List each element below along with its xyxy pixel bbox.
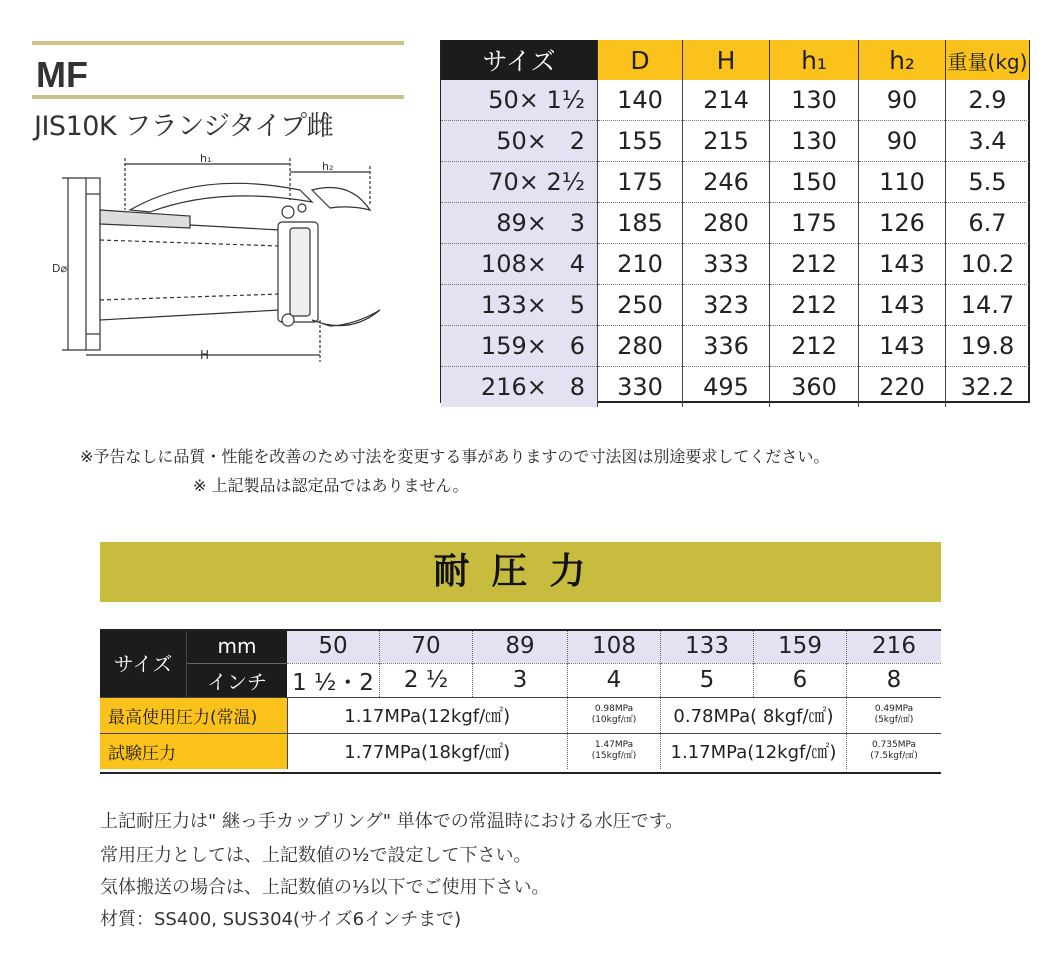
- col-header-weight: 重量(kg): [946, 40, 1030, 80]
- max-pressure-108-kgf: (10kgf/㎠): [591, 715, 637, 725]
- max-pressure-label: 最高使用圧力(常温): [100, 697, 287, 733]
- cell-h: 280: [683, 203, 770, 244]
- cell-d: 185: [598, 203, 683, 244]
- cell-size: 159× 6: [441, 326, 598, 367]
- table-row: [441, 367, 1029, 408]
- cell-d: 210: [598, 244, 683, 285]
- cell-d: 250: [598, 285, 683, 326]
- table-row: [441, 285, 1029, 326]
- cell-h: 336: [683, 326, 770, 367]
- inch-4: 4: [568, 663, 661, 697]
- coupling-drawing: [50, 150, 395, 370]
- max-pressure-216-mpa: 0.49MPa: [874, 704, 914, 714]
- cell-size: 50× 1½: [441, 80, 598, 121]
- test-pressure-216-kgf: (7.5kgf/㎠): [870, 751, 918, 762]
- cell-h1: 360: [770, 367, 859, 408]
- cell-h: 495: [683, 367, 770, 408]
- mm-89: 89: [473, 629, 568, 663]
- inch-5: 5: [661, 663, 754, 697]
- mm-50: 50: [287, 629, 380, 663]
- cell-weight: 14.7: [946, 285, 1030, 326]
- table-row: [441, 80, 1029, 121]
- cell-h: 215: [683, 121, 770, 162]
- h1-label: h₁: [200, 152, 212, 165]
- cell-size: 89× 3: [441, 203, 598, 244]
- cell-d: 140: [598, 80, 683, 121]
- h-label: H: [200, 348, 210, 362]
- mm-216: 216: [847, 629, 942, 663]
- col-header-h1: h₁: [770, 40, 859, 80]
- d-label: D⌀: [52, 262, 68, 275]
- table-row: [441, 162, 1029, 203]
- max-pressure-108-mpa: 0.98MPa: [594, 704, 634, 714]
- table-row: [441, 244, 1029, 285]
- model-code: MF: [36, 54, 88, 95]
- cell-h2: 110: [859, 162, 946, 203]
- title-rule-bottom: [32, 95, 404, 99]
- dimension-table: [441, 40, 1029, 407]
- cell-h2: 143: [859, 244, 946, 285]
- size-label: サイズ: [100, 629, 187, 697]
- table-row: [441, 326, 1029, 367]
- footer-line-4: 材質：SS400, SUS304(サイズ6インチまで): [100, 909, 462, 930]
- product-subtitle: JIS10K フランジタイプ雌: [34, 111, 334, 142]
- cell-h1: 212: [770, 326, 859, 367]
- cell-h1: 212: [770, 285, 859, 326]
- test-pressure-216-mpa: 0.735MPa: [871, 740, 917, 751]
- test-pressure-108-mpa: 1.47MPa: [594, 740, 634, 751]
- mm-133: 133: [661, 629, 754, 663]
- cell-h2: 143: [859, 285, 946, 326]
- cell-size: 50× 2: [441, 121, 598, 162]
- cell-weight: 6.7: [946, 203, 1030, 244]
- col-header-size: サイズ: [441, 40, 598, 80]
- test-pressure-133-159: 1.17MPa(12kgf/㎠): [661, 733, 847, 769]
- footer-line-1: 上記耐圧力は" 継っ手カップリング" 単体での常温時における水圧です。: [100, 811, 684, 832]
- cell-h: 246: [683, 162, 770, 203]
- cell-h2: 90: [859, 80, 946, 121]
- cell-weight: 3.4: [946, 121, 1030, 162]
- cell-weight: 32.2: [946, 367, 1030, 408]
- test-pressure-50-89: 1.77MPa(18kgf/㎠): [287, 733, 568, 769]
- max-pressure-50-89: 1.17MPa(12kgf/㎠): [287, 697, 568, 733]
- cell-d: 280: [598, 326, 683, 367]
- pressure-title: 耐圧力: [433, 551, 608, 592]
- cell-h2: 126: [859, 203, 946, 244]
- col-header-h: H: [683, 40, 770, 80]
- table-row: [441, 203, 1029, 244]
- cell-size: 133× 5: [441, 285, 598, 326]
- inch-6: 6: [754, 663, 847, 697]
- cell-d: 155: [598, 121, 683, 162]
- mm-70: 70: [380, 629, 473, 663]
- cell-h1: 175: [770, 203, 859, 244]
- cell-weight: 19.8: [946, 326, 1030, 367]
- cell-h1: 150: [770, 162, 859, 203]
- cell-h2: 220: [859, 367, 946, 408]
- cell-weight: 10.2: [946, 244, 1030, 285]
- cell-weight: 5.5: [946, 162, 1030, 203]
- mm-108: 108: [568, 629, 661, 663]
- col-header-h2: h₂: [859, 40, 946, 80]
- mm-159: 159: [754, 629, 847, 663]
- cell-d: 175: [598, 162, 683, 203]
- cell-h: 323: [683, 285, 770, 326]
- cell-h: 333: [683, 244, 770, 285]
- cell-h: 214: [683, 80, 770, 121]
- max-pressure-216-kgf: (5kgf/㎠): [874, 715, 914, 725]
- cell-h2: 90: [859, 121, 946, 162]
- cell-h1: 130: [770, 121, 859, 162]
- test-pressure-label: 試験圧力: [100, 733, 287, 769]
- title-rule-top: [32, 41, 404, 45]
- cell-size: 70× 2½: [441, 162, 598, 203]
- mm-label: mm: [187, 629, 288, 663]
- max-pressure-133-159: 0.78MPa( 8kgf/㎠): [661, 697, 847, 733]
- inch-3: 3: [473, 663, 568, 697]
- pressure-banner: [100, 542, 941, 602]
- test-pressure-108-kgf: (15kgf/㎠): [591, 751, 637, 762]
- col-header-d: D: [598, 40, 683, 80]
- cell-h1: 212: [770, 244, 859, 285]
- h2-label: h₂: [322, 160, 334, 173]
- inch-label: インチ: [187, 663, 288, 697]
- inch-2-5: 2 ½: [380, 663, 473, 697]
- cell-h2: 143: [859, 326, 946, 367]
- inch-1-5-2: 1 ½・2: [287, 663, 380, 697]
- cell-h1: 130: [770, 80, 859, 121]
- inch-8: 8: [847, 663, 942, 697]
- cell-size: 108× 4: [441, 244, 598, 285]
- cell-size: 216× 8: [441, 367, 598, 408]
- footer-line-3: 気体搬送の場合は、上記数値の⅓以下でご使用下さい。: [100, 877, 550, 898]
- cell-d: 330: [598, 367, 683, 408]
- footer-line-2: 常用圧力としては、上記数値の½で設定して下さい。: [100, 845, 532, 866]
- note-spec-change: ※予告なしに品質・性能を改善のため寸法を変更する事がありますので寸法図は別途要求してください。: [80, 447, 830, 466]
- cell-weight: 2.9: [946, 80, 1030, 121]
- table-row: [441, 121, 1029, 162]
- note-not-certified: ※ 上記製品は認定品ではありません。: [193, 476, 469, 495]
- pressure-table-frame: [100, 629, 941, 774]
